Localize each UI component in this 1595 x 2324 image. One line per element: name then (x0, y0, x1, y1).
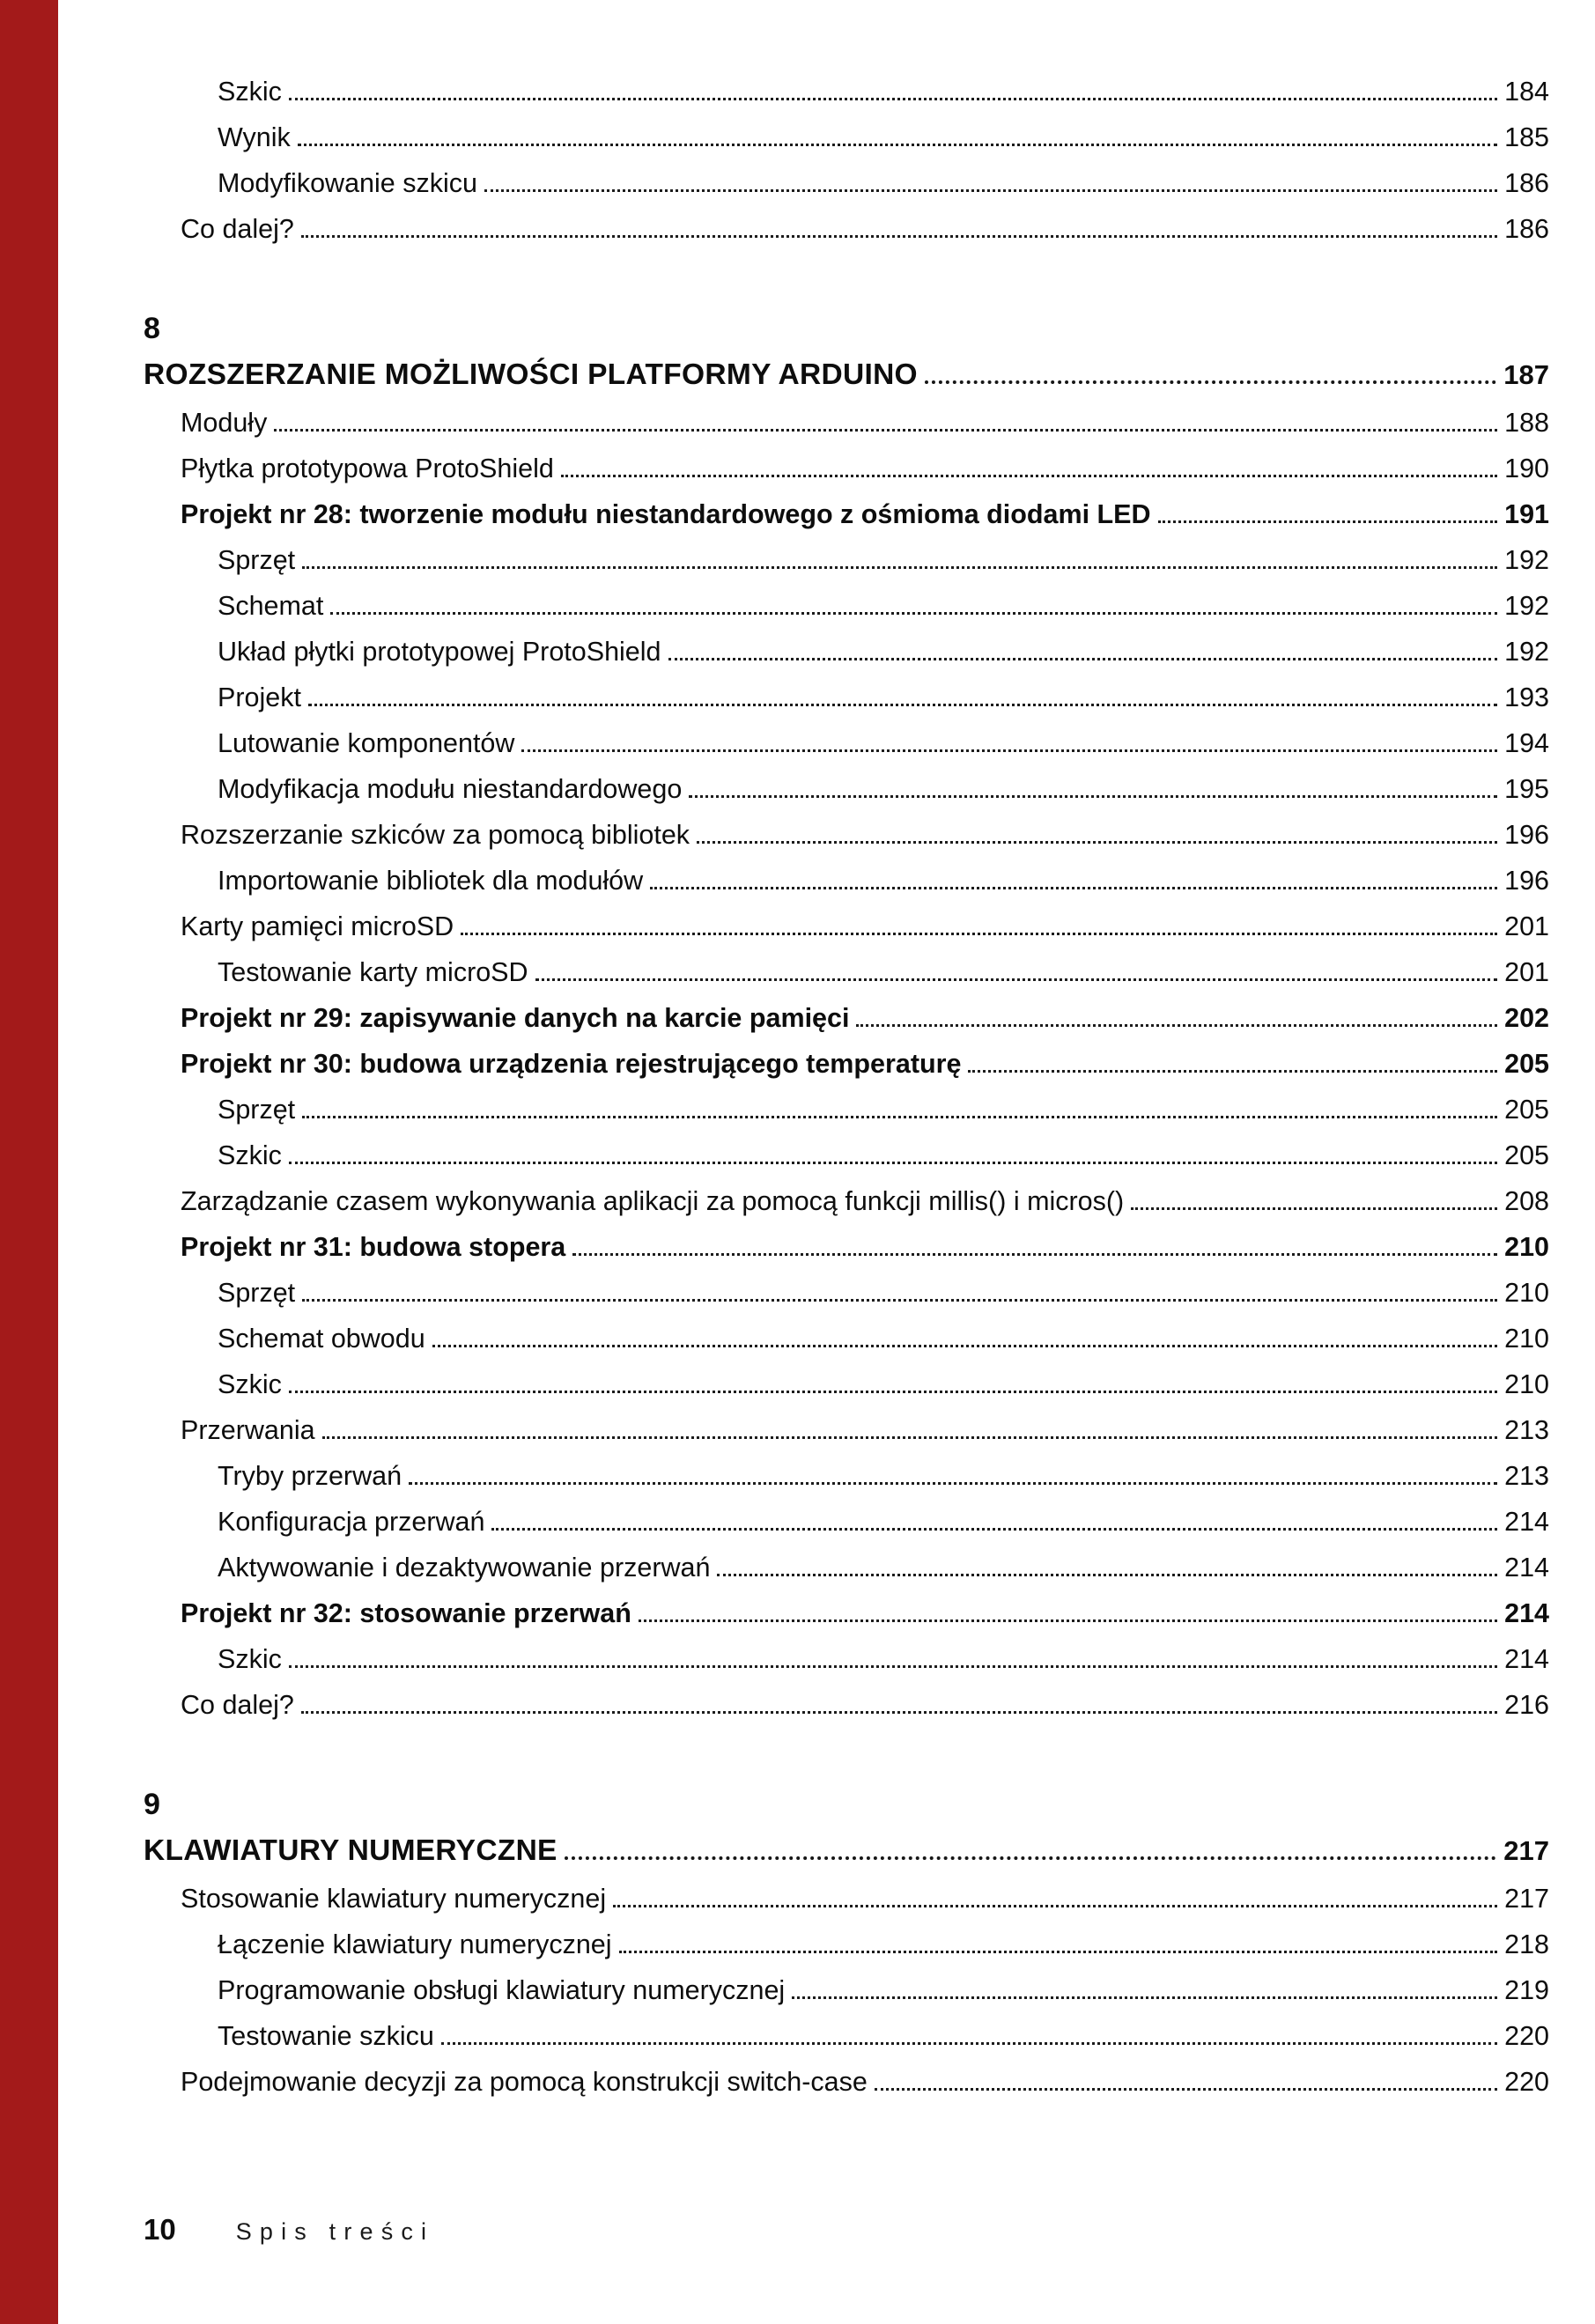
toc-entry (144, 400, 1549, 446)
toc-entry-page: 184 (1504, 77, 1549, 107)
toc-entry-page: 205 (1504, 1049, 1549, 1079)
dot-leader (491, 1528, 1497, 1531)
toc-entry (144, 114, 1549, 160)
toc-entry-page: 205 (1504, 1095, 1549, 1125)
toc-entry-page: 202 (1504, 1003, 1549, 1033)
toc-entry (144, 720, 1549, 766)
toc-entry (144, 2059, 1549, 2105)
toc-entry-page: 213 (1504, 1415, 1549, 1445)
toc-entry-page: 186 (1504, 214, 1549, 244)
toc-entry-label: Schemat (218, 591, 324, 621)
toc-entry-page: 193 (1504, 682, 1549, 712)
toc-entry-label: Co dalej? (181, 214, 294, 244)
toc-entry (144, 1041, 1549, 1087)
toc-entry-page: 185 (1504, 122, 1549, 152)
toc-entry (144, 904, 1549, 949)
toc-entry (144, 1361, 1549, 1407)
toc-entry-label: Programowanie obsługi klawiatury numerycznej (218, 1975, 786, 2005)
dot-leader (875, 2088, 1497, 2091)
toc-entry (144, 1876, 1549, 1922)
toc-entry-label: Układ płytki prototypowej ProtoShield (218, 637, 661, 667)
toc-entry-label: Schemat obwodu (218, 1324, 425, 1354)
dot-leader (619, 1951, 1498, 1953)
toc-entry-label: Projekt (218, 682, 301, 712)
toc-entry-label: Przerwania (181, 1415, 315, 1445)
dot-leader (409, 1482, 1497, 1485)
toc-entry-label: Tryby przerwań (218, 1461, 402, 1491)
toc-entry (144, 766, 1549, 812)
toc-entry-label: Wynik (218, 122, 291, 152)
toc-entry (144, 812, 1549, 858)
dot-leader (289, 1665, 1497, 1668)
toc-entry-label: Szkic (218, 77, 282, 107)
toc-entry-page: 214 (1504, 1644, 1549, 1674)
dot-leader (521, 749, 1497, 752)
toc-entry-page: 216 (1504, 1690, 1549, 1720)
toc-entry-page: 210 (1504, 1324, 1549, 1354)
toc-entry-label: Płytka prototypowa ProtoShield (181, 454, 554, 483)
dot-leader (484, 189, 1497, 192)
toc-entry-page: 192 (1504, 637, 1549, 667)
toc-entry-label: Projekt nr 29: zapisywanie danych na karcie pamięci (181, 1003, 850, 1033)
toc-entry-label: Modyfikowanie szkicu (218, 168, 477, 198)
dot-leader (689, 795, 1497, 798)
toc-entry (144, 1636, 1549, 1682)
dot-leader (289, 1391, 1497, 1393)
dot-leader (289, 98, 1497, 100)
toc-entry-page: 194 (1504, 728, 1549, 758)
toc-entry-label: Co dalej? (181, 1690, 294, 1720)
toc-entry-label: Sprzęt (218, 545, 296, 575)
dot-leader (572, 1253, 1497, 1256)
toc-entry-page: 220 (1504, 2021, 1549, 2051)
toc-chapter-number: 8 (144, 312, 160, 345)
toc-entry (144, 1087, 1549, 1132)
toc-entry (144, 1407, 1549, 1453)
dot-leader (274, 429, 1497, 432)
toc-entry (144, 537, 1549, 583)
dot-leader (289, 1162, 1497, 1164)
toc-entry-label: Testowanie szkicu (218, 2021, 434, 2051)
toc-entry (144, 2013, 1549, 2059)
dot-leader (968, 1070, 1497, 1073)
toc-entry-label: Zarządzanie czasem wykonywania aplikacji za pomocą funkcji millis() i micros() (181, 1186, 1125, 1216)
toc-entry-label: Projekt nr 28: tworzenie modułu niestandardowego z ośmioma diodami LED (181, 499, 1151, 529)
toc-entry (144, 1178, 1549, 1224)
dot-leader (697, 841, 1497, 844)
toc-entry-label: Moduły (181, 408, 268, 438)
toc-entry-page: 214 (1504, 1553, 1549, 1583)
toc-entry (144, 583, 1549, 629)
toc-entry-label: Sprzęt (218, 1095, 296, 1125)
dot-leader (717, 1574, 1497, 1576)
toc-entry-label: Importowanie bibliotek dla modułów (218, 866, 644, 896)
toc-chapter-title: ROZSZERZANIE MOŻLIWOŚCI PLATFORMY ARDUINO (144, 358, 918, 391)
toc-entry-label: Szkic (218, 1644, 282, 1674)
dot-leader (1131, 1207, 1497, 1210)
toc-entry-page: 205 (1504, 1140, 1549, 1170)
toc-entry (144, 995, 1549, 1041)
dot-leader (322, 1436, 1498, 1439)
toc-entry (144, 1132, 1549, 1178)
toc-entry (144, 1545, 1549, 1590)
toc-chapter-title: KLAWIATURY NUMERYCZNE (144, 1834, 558, 1867)
dot-leader (561, 475, 1497, 477)
dot-leader (925, 380, 1496, 384)
dot-leader (308, 704, 1497, 706)
dot-leader (302, 566, 1497, 569)
toc-entry-page: 213 (1504, 1461, 1549, 1491)
dot-leader (441, 2042, 1497, 2045)
toc-entry-page: 210 (1504, 1369, 1549, 1399)
toc-entry-page: 210 (1504, 1278, 1549, 1308)
toc-entry (144, 1590, 1549, 1636)
toc-entry-label: Projekt nr 32: stosowanie przerwań (181, 1598, 631, 1628)
toc-entry (144, 160, 1549, 206)
toc-entry-label: Lutowanie komponentów (218, 728, 515, 758)
toc-entry (144, 949, 1549, 995)
dot-leader (330, 612, 1497, 615)
footer-page-number: 10 (144, 2213, 176, 2246)
toc-entry-page: 214 (1504, 1507, 1549, 1537)
dot-leader (301, 1711, 1497, 1714)
toc-entry-page: 220 (1504, 2067, 1549, 2097)
toc-entry (144, 1499, 1549, 1545)
toc-entry-page: 208 (1504, 1186, 1549, 1216)
toc-entry (144, 1922, 1549, 1967)
toc-chapter-number: 9 (144, 1788, 160, 1821)
toc-entry-page: 217 (1503, 1835, 1549, 1866)
toc-entry (144, 858, 1549, 904)
toc-entry-page: 190 (1504, 454, 1549, 483)
toc-chapter-heading (144, 1826, 1549, 1876)
toc-entry (144, 446, 1549, 491)
toc-entry-label: Testowanie karty microSD (218, 957, 528, 987)
toc-entry-page: 217 (1504, 1884, 1549, 1914)
toc-entry-page: 210 (1504, 1232, 1549, 1262)
toc-entry (144, 1224, 1549, 1270)
dot-leader (565, 1856, 1497, 1860)
toc-entry-label: Łączenie klawiatury numerycznej (218, 1929, 612, 1959)
toc-entry-label: Sprzęt (218, 1278, 296, 1308)
dot-leader (461, 933, 1497, 935)
toc-entry-page: 218 (1504, 1929, 1549, 1959)
dot-leader (298, 144, 1497, 146)
page-edge-accent-bar (0, 0, 58, 2324)
toc-entry (144, 1270, 1549, 1316)
toc-entry-label: Rozszerzanie szkiców za pomocą bibliotek (181, 820, 690, 850)
toc-entry-label: Aktywowanie i dezaktywowanie przerwań (218, 1553, 711, 1583)
dot-leader (792, 1996, 1497, 1999)
toc-entry-label: Szkic (218, 1369, 282, 1399)
toc-entry-label: Projekt nr 30: budowa urządzenia rejestrującego temperaturę (181, 1049, 962, 1079)
dot-leader (301, 235, 1497, 238)
toc-entry-label: Modyfikacja modułu niestandardowego (218, 774, 683, 804)
toc-entry-page: 187 (1503, 359, 1549, 390)
toc-entry-page: 201 (1504, 911, 1549, 941)
dot-leader (432, 1345, 1497, 1347)
toc-entry-page: 219 (1504, 1975, 1549, 2005)
toc-entry (144, 69, 1549, 114)
dot-leader (650, 887, 1497, 889)
toc-entry (144, 1453, 1549, 1499)
toc-entry-page: 186 (1504, 168, 1549, 198)
toc-chapter-block (144, 306, 1549, 1728)
toc-entry (144, 1682, 1549, 1728)
toc-entry-label: Projekt nr 31: budowa stopera (181, 1232, 566, 1262)
dot-leader (639, 1619, 1497, 1622)
toc-entry-page: 196 (1504, 820, 1549, 850)
dot-leader (302, 1116, 1497, 1118)
toc-entry-page: 196 (1504, 866, 1549, 896)
toc-entry-label: Szkic (218, 1140, 282, 1170)
toc-entry-page: 192 (1504, 591, 1549, 621)
toc-entry (144, 1316, 1549, 1361)
dot-leader (613, 1905, 1497, 1907)
footer-section-label: Spis treści (235, 2218, 435, 2245)
toc-entry (144, 1967, 1549, 2013)
toc-entry-label: Konfiguracja przerwań (218, 1507, 485, 1537)
toc-chapter-block (144, 1782, 1549, 2105)
toc-entry (144, 675, 1549, 720)
toc-entry (144, 206, 1549, 252)
toc-entry-label: Podejmowanie decyzji za pomocą konstrukcji switch-case (181, 2067, 868, 2097)
toc-entry-page: 214 (1504, 1598, 1549, 1628)
toc-entry-page: 188 (1504, 408, 1549, 438)
toc-content (144, 69, 1549, 2105)
toc-entry-label: Stosowanie klawiatury numerycznej (181, 1884, 607, 1914)
dot-leader (535, 978, 1498, 981)
toc-entry (144, 629, 1549, 675)
toc-entry-page: 201 (1504, 957, 1549, 987)
dot-leader (1158, 520, 1498, 523)
page-footer (144, 2213, 434, 2247)
toc-entry-page: 195 (1504, 774, 1549, 804)
toc-entry (144, 491, 1549, 537)
toc-entry-page: 192 (1504, 545, 1549, 575)
dot-leader (302, 1299, 1497, 1302)
toc-chapter-heading (144, 350, 1549, 400)
dot-leader (856, 1024, 1497, 1027)
dot-leader (668, 658, 1498, 660)
toc-entry-label: Karty pamięci microSD (181, 911, 454, 941)
toc-entry-page: 191 (1504, 499, 1549, 529)
